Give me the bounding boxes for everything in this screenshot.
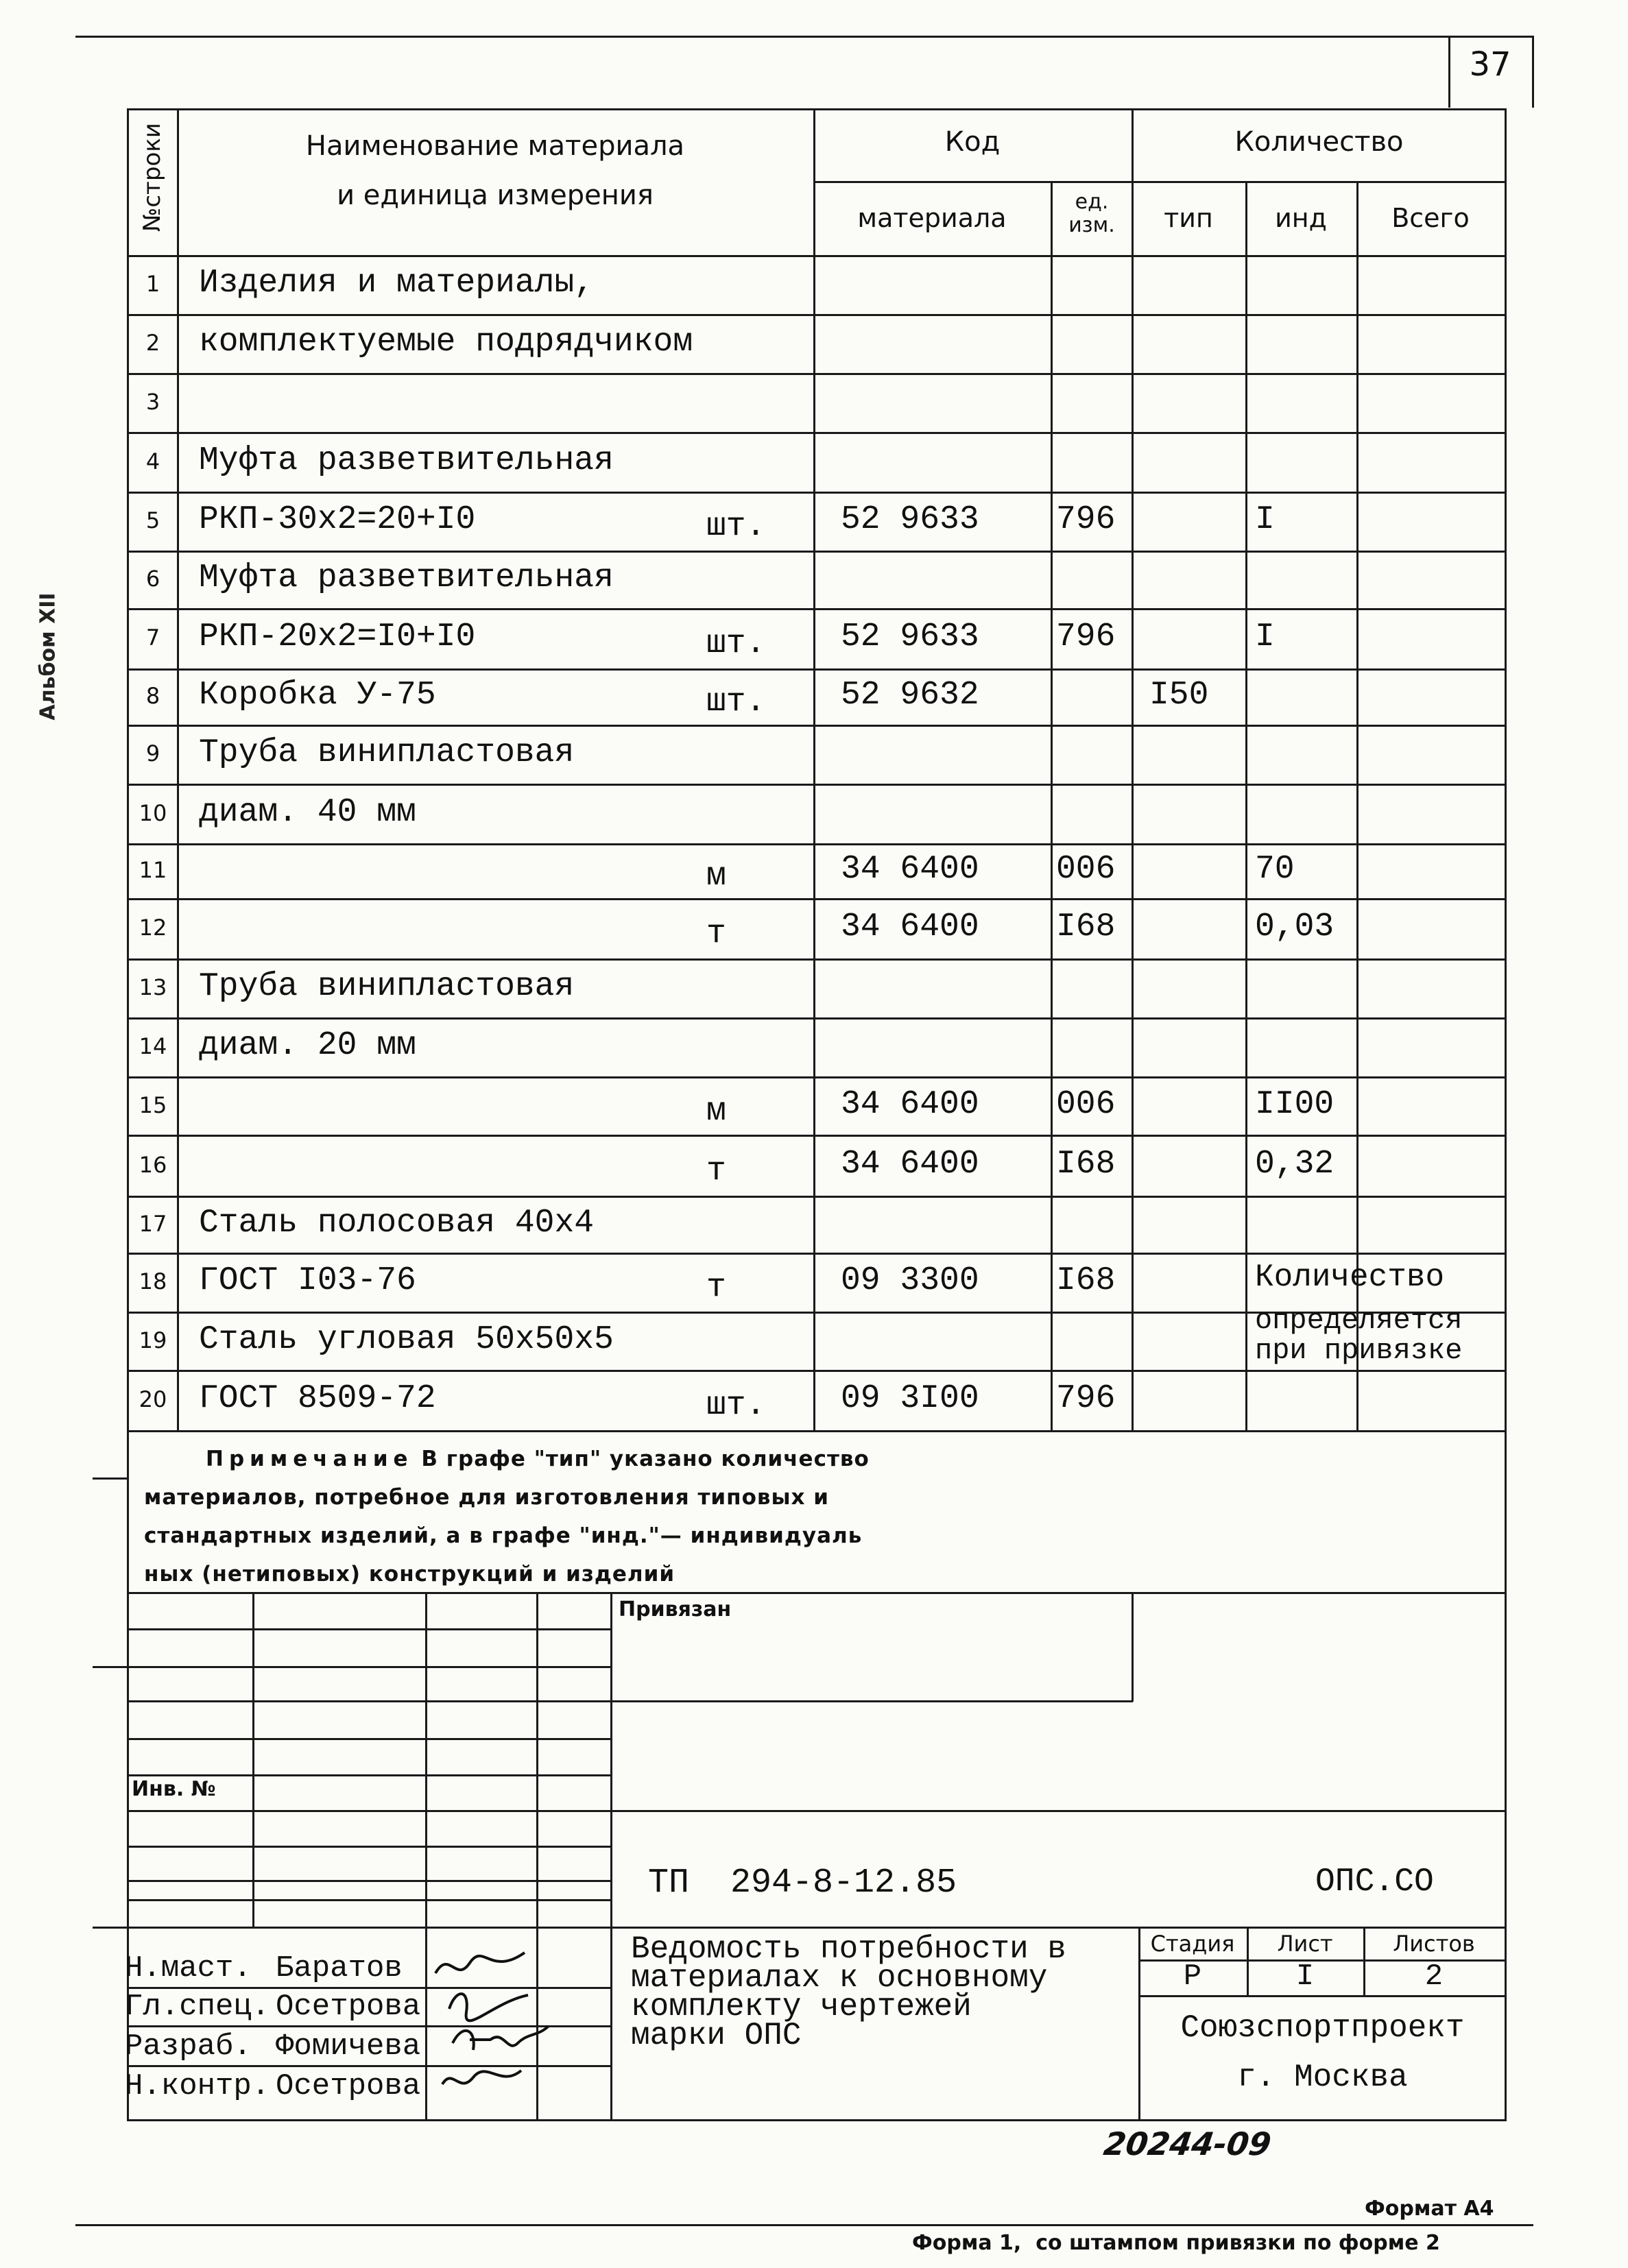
top-rule — [75, 36, 1533, 38]
doc-title-line2: материалах к основному — [631, 1960, 1048, 1996]
org-line1: Союзспортпроект — [1180, 2010, 1465, 2046]
page-number: 37 — [1469, 45, 1511, 84]
row-qty-ind: 0,32 — [1255, 1145, 1334, 1183]
signature-3 — [449, 2023, 552, 2064]
row-number: 5 — [145, 507, 160, 533]
handwritten-number: 20244-09 — [1101, 2125, 1273, 2162]
row-qty-type: I50 — [1149, 677, 1209, 714]
header-qty-total: Всего — [1391, 203, 1470, 233]
row-name: Коробка У-75 — [199, 677, 436, 714]
stamp-mid-line — [610, 1810, 1507, 1812]
row-name: Муфта разветвительная — [199, 442, 614, 479]
stamp-grid-line — [127, 1899, 610, 1901]
row-material-code: 34 6400 — [841, 1145, 979, 1183]
row-material-code: 09 3I00 — [841, 1380, 979, 1417]
row-unit: т — [706, 1269, 726, 1306]
row-number: 14 — [139, 1033, 167, 1059]
signatory-name: Баратов — [276, 1951, 403, 1986]
row-name: РКП-20х2=I0+I0 — [199, 618, 476, 655]
stamp-col4 — [610, 1592, 612, 2121]
row-separator — [127, 608, 1507, 610]
row-number: 4 — [145, 448, 160, 474]
stamp-grid-line — [127, 1666, 610, 1668]
row-separator — [127, 1196, 1507, 1198]
row-separator — [127, 492, 1507, 494]
row-separator — [127, 843, 1507, 845]
row-unit-code: 796 — [1056, 618, 1116, 655]
row-number: 16 — [139, 1151, 167, 1178]
doc-title-line3: комплекту чертежей — [631, 1989, 972, 2025]
note-title: Примечание — [206, 1447, 414, 1471]
note-text: В графе "тип" указано количество — [413, 1447, 870, 1471]
doc-title-line1: Ведомость потребности в — [631, 1931, 1066, 1967]
header-quantity: Количество — [1234, 126, 1404, 158]
margin-tick — [93, 1477, 127, 1480]
stamp-col2 — [425, 1592, 427, 2121]
header-qty-type: тип — [1164, 203, 1213, 233]
header-bottom-line — [127, 255, 1507, 257]
body-bottom-line — [127, 1430, 1507, 1432]
row-number: 20 — [139, 1386, 167, 1412]
row-name: РКП-30х2=20+I0 — [199, 501, 476, 538]
row-unit-code: 796 — [1056, 501, 1116, 538]
row-unit-code: 006 — [1056, 1085, 1116, 1123]
row-separator — [127, 314, 1507, 316]
row-separator — [127, 898, 1507, 900]
signatory-line — [127, 2065, 610, 2067]
stage-value: Р — [1183, 1959, 1202, 1994]
row-number: 1 — [145, 271, 160, 297]
row-unit-code: 006 — [1056, 851, 1116, 888]
form-note: Форма 1, со штампом привязки по форме 2 — [912, 2231, 1440, 2255]
row-name: Сталь угловая 50х50х5 — [199, 1320, 614, 1358]
stamp-grid-line — [127, 1927, 610, 1929]
row-name: диам. 20 мм — [199, 1027, 416, 1064]
signatory-role: Н.контр. — [125, 2069, 270, 2103]
doc-mark: ОПС.СО — [1315, 1863, 1434, 1901]
stamp-col-privyazan — [1132, 1592, 1134, 1702]
stamp-grid-line — [127, 1810, 610, 1812]
row-separator — [127, 432, 1507, 434]
row-name: ГОСТ 8509-72 — [199, 1380, 436, 1417]
row-number: 11 — [139, 857, 167, 883]
row-number: 2 — [145, 330, 160, 356]
row-separator — [127, 958, 1507, 961]
row-qty-ind: II00 — [1255, 1085, 1334, 1123]
stamp-privyazan-bottom — [610, 1700, 1133, 1702]
row-name: ГОСТ I03-76 — [199, 1262, 416, 1299]
row-number: 3 — [145, 389, 160, 415]
row-number: 18 — [139, 1268, 167, 1294]
row-separator — [127, 1135, 1507, 1137]
row-number: 13 — [139, 974, 167, 1000]
row-material-code: 09 3300 — [841, 1262, 979, 1299]
row-unit: шт. — [706, 508, 766, 545]
note-line2: материалов, потребное для изготовления типовых и — [144, 1485, 830, 1510]
row-unit-code: I68 — [1056, 1262, 1116, 1299]
signature-4 — [439, 2064, 528, 2098]
row-number: 9 — [145, 740, 160, 767]
stamp-bottom-line — [127, 2119, 1507, 2121]
row-number: 10 — [139, 799, 167, 826]
row-qty-ind: I — [1255, 618, 1275, 655]
signatory-role: Н.маст. — [125, 1951, 252, 1986]
note-line3: стандартных изделий, а в графе "инд."— индивидуаль — [144, 1523, 863, 1548]
row-unit-code: 796 — [1056, 1380, 1116, 1417]
signatory-name: Осетрова — [276, 2069, 421, 2103]
note-line4: ных (нетиповых) конструкций и изделий — [144, 1562, 675, 1587]
col-sep-type — [1245, 181, 1247, 1430]
stamp-grid-line — [127, 1880, 610, 1882]
row-number: 12 — [139, 915, 167, 941]
row-qty-ind: I — [1255, 501, 1275, 538]
sheets-value: 2 — [1424, 1959, 1444, 1994]
row-separator — [127, 551, 1507, 553]
header-name-line1: Наименование материала — [305, 130, 685, 162]
stage-label: Стадия — [1150, 1931, 1235, 1957]
row-unit: шт. — [706, 1387, 766, 1424]
row-number: 6 — [145, 566, 160, 592]
row-name: Муфта разветвительная — [199, 559, 614, 596]
stamp-grid-line — [127, 1774, 610, 1776]
row-unit: шт. — [706, 684, 766, 721]
signatory-name: Фомичева — [276, 2029, 421, 2064]
header-code: Код — [944, 126, 1001, 158]
row-name: Изделия и материалы, — [199, 265, 595, 302]
row-material-code: 34 6400 — [841, 851, 979, 888]
row-unit: т — [706, 915, 726, 952]
header-code-material: материала — [857, 203, 1007, 233]
col-sep-rownum — [177, 108, 179, 1430]
margin-label: Альбом XII — [36, 592, 60, 721]
stamp-code-line — [610, 1927, 1507, 1929]
row-separator — [127, 1253, 1507, 1255]
margin-tick — [93, 1666, 127, 1668]
page-number-box-right — [1532, 36, 1534, 108]
note-line1 — [206, 1447, 870, 1471]
row-material-code: 52 9633 — [841, 501, 979, 538]
row-separator — [127, 725, 1507, 727]
row-material-code: 52 9632 — [841, 677, 979, 714]
doc-title-line4: марки ОПС — [631, 2018, 802, 2053]
signatory-role: Разраб. — [125, 2029, 252, 2064]
header-row-number: №строки — [139, 123, 166, 232]
table-right-border — [1505, 108, 1507, 2121]
col-sep-ind — [1356, 181, 1358, 1430]
doc-code: ТП 294-8-12.85 — [648, 1863, 957, 1903]
row-number: 7 — [145, 625, 160, 651]
row-material-code: 52 9633 — [841, 618, 979, 655]
header-sub-line — [813, 181, 1507, 183]
sheet-label: Лист — [1277, 1931, 1333, 1957]
row-name: комплектуемые подрядчиком — [199, 324, 693, 361]
row-qty-ind: 70 — [1255, 851, 1295, 888]
privyazan-label: Привязан — [619, 1597, 732, 1621]
stamp-top-line — [127, 1592, 1507, 1594]
format-label: Формат А4 — [1365, 2197, 1494, 2221]
row-separator — [127, 1017, 1507, 1020]
sheet-value: I — [1295, 1959, 1315, 1994]
row-unit-code: I68 — [1056, 1145, 1116, 1183]
signature-2 — [446, 1985, 535, 2023]
col-sep-unit — [1132, 108, 1134, 1430]
row-number: 19 — [139, 1327, 167, 1353]
org-line2: г. Москва — [1237, 2060, 1408, 2095]
stamp-grid-line — [127, 1628, 610, 1630]
row-name: диам. 40 мм — [199, 793, 416, 831]
stamp-col1 — [252, 1592, 254, 1927]
row-unit: т — [706, 1152, 726, 1190]
qty-note-line2: определяется — [1255, 1304, 1463, 1337]
header-code-unit: ед. изм. — [1068, 190, 1115, 237]
row-separator — [127, 373, 1507, 375]
qty-note-line3: при привязке — [1255, 1334, 1463, 1367]
row-unit-code: I68 — [1056, 908, 1116, 945]
margin-tick — [93, 1927, 127, 1929]
row-number: 17 — [139, 1210, 167, 1237]
stage-grid-bottom — [1138, 1995, 1507, 1997]
footer-line — [75, 2224, 1533, 2226]
row-name: Труба винипластовая — [199, 968, 575, 1005]
qty-note-line1: Количество — [1255, 1259, 1445, 1295]
row-name: Сталь полосовая 40х4 — [199, 1204, 595, 1242]
row-separator — [127, 784, 1507, 786]
row-name: Труба винипластовая — [199, 734, 575, 771]
header-top-line — [127, 108, 1507, 110]
header-name-line2: и единица измерения — [337, 180, 654, 211]
row-material-code: 34 6400 — [841, 908, 979, 945]
stamp-grid-line — [127, 1738, 610, 1740]
row-unit: шт. — [706, 625, 766, 662]
inv-no-label: Инв. № — [132, 1777, 216, 1801]
row-separator — [127, 1370, 1507, 1372]
stamp-grid-line — [127, 1700, 610, 1702]
row-qty-ind: 0,03 — [1255, 908, 1334, 945]
col-sep-name — [813, 108, 815, 1430]
header-qty-ind: инд — [1275, 203, 1327, 233]
signatory-role: Гл.спец. — [125, 1990, 270, 2024]
stamp-grid-line — [127, 1846, 610, 1848]
sheets-label: Листов — [1393, 1931, 1475, 1957]
col-sep-code — [1051, 181, 1053, 1430]
signatory-name: Осетрова — [276, 1990, 421, 2024]
row-number: 8 — [145, 683, 160, 709]
row-separator — [127, 668, 1507, 671]
signatory-line — [127, 1987, 610, 1989]
row-number: 15 — [139, 1091, 167, 1118]
row-unit: м — [706, 858, 726, 895]
row-unit: м — [706, 1092, 726, 1130]
signature-1 — [429, 1946, 531, 1987]
row-material-code: 34 6400 — [841, 1085, 979, 1123]
row-separator — [127, 1076, 1507, 1078]
